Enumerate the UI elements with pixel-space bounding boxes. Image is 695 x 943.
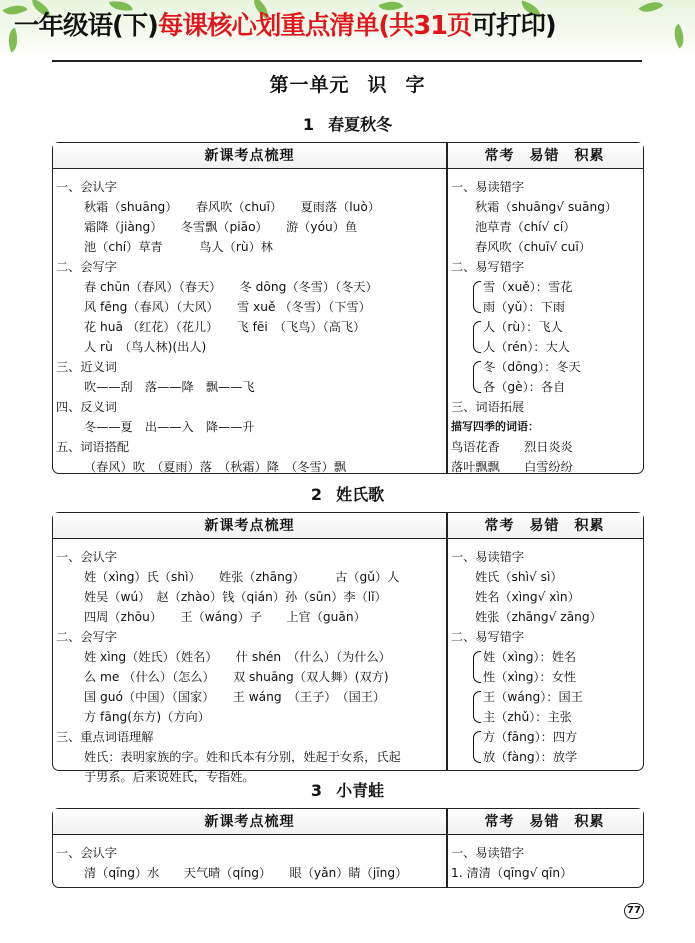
content-line: 秋霜（shuāng） 春风吹（chuī） 夏雨落（luò）	[84, 200, 381, 214]
brace-icon	[473, 281, 481, 313]
section-heading: 一、会认字	[56, 550, 117, 564]
lesson-title	[0, 778, 695, 801]
section-heading: 三、近义词	[56, 360, 117, 374]
content-line: 姓名（xìng√ xìn）	[475, 590, 580, 604]
content-line: 吹——刮 落——降 飘——飞	[84, 380, 255, 394]
common-errors-column	[451, 547, 643, 767]
content-line: 秋霜（shuāng√ suāng）	[475, 200, 618, 214]
header-left: 新课考点梳理	[204, 814, 295, 830]
key-points-column	[56, 177, 444, 477]
char-pair	[451, 727, 643, 767]
content-line: 姓（xìng）氏（shì） 姓张（zhāng） 古（gǔ）人	[84, 570, 400, 584]
leaf-decoration	[668, 23, 689, 48]
banner-title	[14, 6, 556, 42]
section-heading: 一、会认字	[56, 180, 117, 194]
unit-title-char: 识	[367, 74, 388, 96]
common-errors-column	[451, 177, 643, 477]
section-heading: 一、易读错字	[451, 550, 525, 564]
banner-title-part: 一年级语(下)	[14, 11, 158, 41]
content-line: 人 rù （鸟人林)(出人)	[84, 340, 207, 354]
common-errors-column	[451, 843, 643, 883]
content-line: 方（fāng）：四方	[483, 730, 578, 744]
lesson-box	[52, 142, 644, 474]
box-header	[53, 513, 643, 539]
content-line: 花 huā （红花）（花儿） 飞 fēi （飞鸟）（高飞）	[84, 320, 366, 334]
content-line: 雪（xuě）：雪花	[483, 280, 573, 294]
column-divider	[446, 143, 448, 473]
unit-title	[0, 70, 695, 97]
header-right: 常考 易错 积累	[484, 148, 605, 164]
content-line: 主（zhǔ）：主张	[483, 710, 572, 724]
lesson-title	[0, 112, 695, 135]
char-pair	[451, 357, 643, 397]
content-line: 姓氏：表明家族的字。姓和氏本有分别，姓起于女系，氏起	[84, 750, 401, 764]
header-banner	[0, 0, 695, 58]
section-heading: 二、易写错字	[451, 630, 525, 644]
header-right: 常考 易错 积累	[484, 518, 605, 534]
content-line: 姓氏（shì√ sì）	[475, 570, 563, 584]
brace-icon	[473, 361, 481, 393]
content-line: 姓（xìng）：姓名	[483, 650, 577, 664]
brace-icon	[473, 321, 481, 353]
banner-title-part: 可打印)	[471, 11, 556, 41]
header-right: 常考 易错 积累	[484, 814, 605, 830]
section-heading: 四、反义词	[56, 400, 117, 414]
content-line: 鸟语花香 烈日炎炎	[451, 440, 573, 454]
content-line: 雨（yǔ）：下雨	[483, 300, 565, 314]
banner-title-part: 每课核心划重点清单	[157, 11, 379, 41]
section-heading: 一、易读错字	[451, 180, 525, 194]
brace-icon	[473, 731, 481, 763]
section-heading: 三、词语拓展	[451, 400, 525, 414]
section-heading: 二、会写字	[56, 260, 117, 274]
content-line: 霜降（jiàng） 冬雪飘（piāo） 游（yóu）鱼	[84, 220, 358, 234]
content-line: 冬（dōng）：冬天	[483, 360, 581, 374]
key-points-column	[56, 547, 444, 787]
box-header	[53, 143, 643, 169]
content-line: 冬——夏 出——入 降——升	[84, 420, 255, 434]
content-line: 落叶飘飘 白雪纷纷	[451, 460, 573, 474]
content-line: 春风吹（chuī√ cuī）	[475, 240, 591, 254]
char-pair	[451, 317, 643, 357]
lesson-box	[52, 808, 644, 888]
content-line: 风 fēng（春风）（大风） 雪 xuě （冬雪）（下雪）	[84, 300, 371, 314]
lesson-number: 3	[310, 781, 323, 800]
column-divider	[446, 809, 448, 887]
content-line: 四周（zhōu） 王（wáng）子 上官（guān）	[84, 610, 366, 624]
sub-heading: 描写四季的词语：	[451, 420, 539, 433]
content-line: 王（wáng）：国王	[483, 690, 583, 704]
content-line: 姓 xìng（姓氏）（姓名） 什 shén （什么）（为什么）	[84, 650, 391, 664]
section-heading: 一、易读错字	[451, 846, 525, 860]
char-pair	[451, 277, 643, 317]
content-line: 姓张（zhāng√ zāng）	[475, 610, 602, 624]
header-rule	[52, 60, 642, 62]
content-line: 1. 清清（qīng√ qīn）	[451, 866, 573, 880]
content-line: 姓吴（wú） 赵（zhào）钱（qián）孙（sūn）李（lǐ）	[84, 590, 387, 604]
page-number: 77	[624, 903, 644, 919]
section-heading: 三、重点词语理解	[56, 730, 154, 744]
content-line: 清（qīng）水 天气晴（qíng） 眼（yǎn）睛（jīng）	[84, 866, 408, 880]
lesson-name: 春夏秋冬	[328, 115, 393, 134]
char-pair	[451, 687, 643, 727]
box-header	[53, 809, 643, 835]
key-points-column	[56, 843, 444, 883]
content-line: 人（rén）：大人	[483, 340, 570, 354]
lesson-name: 姓氏歌	[336, 485, 385, 504]
content-line: 方 fāng(东方)（方向）	[84, 710, 210, 724]
content-line: 池（chí）草青 鸟人（rù）林	[84, 240, 273, 254]
brace-icon	[473, 691, 481, 723]
banner-title-part: (共31页	[378, 11, 472, 41]
section-heading: 二、易写错字	[451, 260, 525, 274]
content-line: 性（xìng）：女性	[483, 670, 577, 684]
content-line: 国 guó（中国）（国家） 王 wáng （王子） （国王）	[84, 690, 386, 704]
column-divider	[446, 513, 448, 770]
content-line: 池草青（chí√ cí）	[475, 220, 576, 234]
unit-title-main: 第一单元	[269, 74, 350, 96]
content-line: 人（rù）：飞人	[483, 320, 563, 334]
header-left: 新课考点梳理	[204, 148, 295, 164]
lesson-title	[0, 482, 695, 505]
brace-icon	[473, 651, 481, 683]
lesson-box	[52, 512, 644, 784]
lesson-number: 1	[302, 115, 315, 134]
section-heading: 五、词语搭配	[56, 440, 130, 454]
content-line: 各（gè）：各自	[483, 380, 566, 394]
lesson-name: 小青蛙	[336, 781, 385, 800]
leaf-decoration	[639, 0, 664, 18]
header-left: 新课考点梳理	[204, 518, 295, 534]
char-pair	[451, 647, 643, 687]
content-line: （春风）吹 （夏雨）落 （秋霜）降 （冬雪）飘	[84, 460, 347, 474]
lesson-number: 2	[310, 485, 323, 504]
content-line: 么 me （什么）（怎么） 双 shuāng（双人舞）(双方)	[84, 670, 389, 684]
content-line: 于男系。后来说姓氏，专指姓。	[84, 770, 255, 784]
section-heading: 一、会认字	[56, 846, 117, 860]
unit-title-char: 字	[405, 74, 426, 96]
content-line: 春 chūn（春风）（春天） 冬 dōng（冬雪）（冬天）	[84, 280, 378, 294]
content-line: 放（fàng）：放学	[483, 750, 578, 764]
section-heading: 二、会写字	[56, 630, 117, 644]
